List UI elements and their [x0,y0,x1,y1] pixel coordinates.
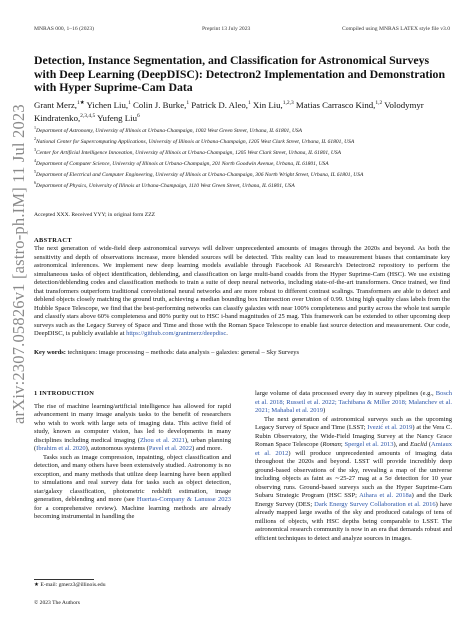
author-name: Yichen Liu, [84,99,129,110]
abstract-heading: ABSTRACT [34,237,73,244]
citation-link[interactable]: Amiaux et al. 2012 [255,441,452,457]
author-name: Yufeng Liu [95,112,137,123]
keywords-text: techniques: image processing – methods: data analysis – galaxies: general – Sky Surveys [65,349,300,356]
author-name: Volodymyr Kindratenko, [34,99,424,123]
author-affiliation-mark: 1 [247,100,251,106]
citation-link[interactable]: Huertas-Company & Lanusse 2023 [136,496,231,503]
author-affiliation-mark: 6 [137,112,140,119]
right-column [255,390,452,543]
citation-link[interactable]: Ivezić et al. 2019 [367,424,413,431]
author-list [34,98,450,124]
header-style-note: Compiled using MNRAS LATEX style file v3.0 [342,26,450,32]
affiliation: $^2$National Center for Supercomputing Applications, University of Illinois at Urbana-Champaign, 1205 West Clark Street, Urbana, IL 61801, USA [34,135,355,145]
author-affiliation-mark: 1★ [77,100,85,106]
citation-link[interactable]: Pavel et al. 2022 [148,445,193,452]
abstract-text [34,245,450,339]
abstract-body: The next generation of wide-field deep astronomical surveys will deliver unprecedented amounts of images through the 2020s and beyond. As both the sensitivity and depth of observations increase, more blended sources will be detected. This reality can lead to measurement biases that contaminate key astronomical inferences. We implement new deep learning models available through Facebook AI Research's Detectron2 repository to perform the simultaneous tasks of object identification, deblending, and classification on large multi-band coadds from the Hyper Suprime-Cam (HSC). We use existing detection/deblending codes and classification methods to train a suite of deep neural networks, including state-of-the-art transformers. Once trained, we find that transformers outperform traditional convolutional neural networks and are more robust to different contrast scalings. Transformers are able to detect and deblend objects closely matching the ground truth, achieving a median bounding box Intersection over Union of 0.99. Using high quality class labels from the Hubble Space Telescope, we find that the best-performing networks can classify galaxies with near 100% completeness and purity across the whole test sample and classify stars above 60% completeness and 80% purity out to HSC i-band magnitudes of 25 mag. This framework can be extended to other upcoming deep surveys such as the Legacy Survey of Space and Time and those with the Roman Space Telescope to enable fast source detection and measurement. Our code, DeepDISC, is publicly available at [34,245,450,337]
code-link[interactable]: https://github.com/grantmerz/deepdisc [126,330,227,337]
affiliation: $^3$Center for Artificial Intelligence Innovation, University of Illinois at Urbana-Champaign, 1205 West Clark Street, Urbana, IL 61801, USA [34,146,341,156]
header-preprint-date: Preprint 13 July 2023 [202,26,251,32]
right-paragraph-1: large volume of data processed every day in survey pipelines (e.g., Bosch et al. 2018; Russeil et al. 2022; Tachibana & Miller 2018; Malanchev et al. 2021; Mahabal et al. 2019) [255,390,452,414]
footnote-email: ★ E-mail: gmerz3@illinois.edu [34,582,106,588]
intro-paragraph-2: Tasks such as image compression, inpainting, object classification and detection, and many others have been extensively studied. Astronomy is no exception, and many methods that utilize deep learning have been applied to simulations and real survey data for tasks such as object detection, star/galaxy classification, photometric redshift estimation, image generation, deblending and more (see Huertas-Company & Lanusse 2023 for a comprehensive review). Machine learning methods are already becoming instrumental in handling the [34,453,231,520]
author-affiliation-mark: 1,2,3 [282,100,294,106]
section-heading-introduction: 1 INTRODUCTION [34,390,95,397]
header-journal: MNRAS 000, 1–16 (2023) [34,26,94,32]
footnote-rule [34,579,94,580]
citation-link[interactable]: Zhou et al. 2021 [139,436,185,444]
citation-link[interactable]: Aihara et al. 2018a [359,492,412,499]
citation-link[interactable]: Ibrahim et al. 2020 [36,445,86,452]
affiliation: $^4$Department of Computer Science, University of Illinois at Urbana-Champaign, 201 North Goodwin Avenue, Urbana, IL 61801, USA [34,157,329,167]
citation-link[interactable]: Dark Energy Survey Collaboration et al. 2016 [314,500,436,508]
author-name: Xin Liu, [250,99,283,110]
affiliation: $^6$Department of Physics, University of Illinois at Urbana-Champaign, 1110 West Green Street, Urbana, IL 61801, USA [34,179,295,189]
affiliation: $^1$Department of Astronomy, University of Illinois at Urbana-Champaign, 1002 West Green Street, Urbana, IL 61801, USA [34,125,303,134]
paper-title: Detection, Instance Segmentation, and Classification for Astronomical Surveys with Deep Learning (DeepDISC): Detectron2 Implementation and Demonstration with Hyper Suprime-Cam Data [34,53,446,95]
right-paragraph-2: The next generation of astronomical surveys such as the upcoming Legacy Survey of Space and Time (LSST; Ivezić et al. 2019) at the Vera C. Rubin Observatory, the Wide-Field Imaging Survey at the Nancy Grace Roman Space Telescope (Roman; Spergel et al. 2013), and Euclid (Amiaux et al. 2012) will produce unprecedented amounts of imaging data throughout the 2020s and beyond. LSST will provide incredibly deep ground-based observations of the sky, revealing a map of the universe including objects as faint as ∼25-27 mag at a 5σ detection for 10 year observing runs. Ground-based surveys such as the Hyper Suprime-Cam Subaru Strategic Program (HSC SSP; Aihara et al. 2018a) and the Dark Energy Survey (DES; Dark Energy Survey Collaboration et al. 2016) have already mapped large swaths of the sky and produced catalogs of tens of millions of objects, with HSC depths being comparable to LSST. The astronomical research community is now in an era that demands robust and efficient techniques to detect and analyze sources in images. [255,415,453,542]
copyright: © 2023 The Authors [34,600,80,606]
abstract-end: . [226,330,228,337]
author-name: Patrick D. Aleo, [189,99,248,110]
author-affiliation-mark: 2,3,4,5 [80,112,96,119]
intro-paragraph-1: The rise of machine learning/artificial intelligence has allowed for rapid advancement in many image analysis tasks to the benefit of researchers who wish to work with large sets of imaging data. This active field of study, known as computer vision, has led to developments in many disciplines including medical imaging (Zhou et al. 2021), urban planning (Ibrahim et al. 2020), autonomous systems (Pavel et al. 2022) and more. [34,402,231,452]
affiliation: $^5$Department of Electrical and Computer Engineering, University of Illinois at Urbana-Champaign, 306 North Wright Street, Urbana, IL 61801, USA [34,168,364,178]
keywords-label: Key words: [34,349,66,356]
left-column [34,390,231,522]
citation-link[interactable]: Spergel et al. 2013 [344,441,394,448]
author-name: Matias Carrasco Kind, [293,99,376,110]
accepted-line: Accepted XXX. Received YYY; in original form ZZZ [34,212,156,218]
affiliation-list [34,124,450,190]
author-affiliation-mark: 1,2 [375,100,383,106]
arxiv-identifier: arXiv:2307.05826v1 [astro-ph.IM] 11 Jul 2023 [9,104,28,424]
keywords [34,349,450,356]
author-name: Grant Merz, [34,99,77,110]
author-affiliation-mark: 1 [128,100,131,106]
citation-link[interactable]: Bosch et al. 2018; Russeil et al. 2022; Tachibana & Miller 2018; Malanchev et al. 2021; Mahabal et al. 2019 [255,390,452,414]
author-name: Colin J. Burke, [130,99,187,110]
author-affiliation-mark: 1 [186,100,190,106]
